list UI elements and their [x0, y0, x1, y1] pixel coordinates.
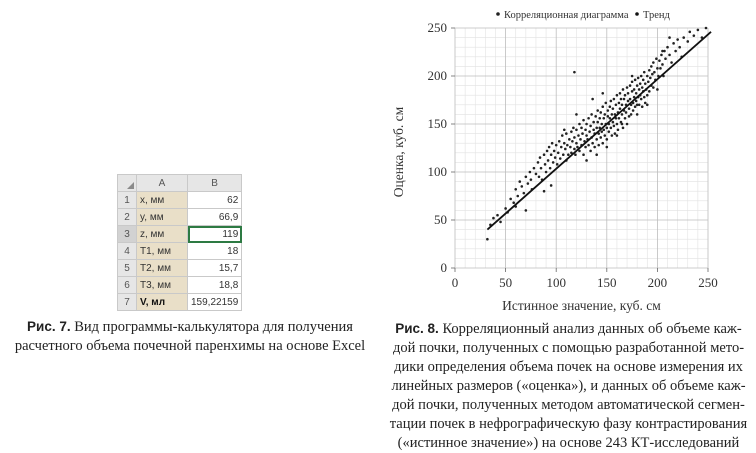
scatter-point	[570, 130, 573, 133]
scatter-point	[641, 105, 644, 108]
scatter-point	[599, 136, 602, 139]
scatter-point	[545, 171, 548, 174]
y-tick-label: 100	[427, 164, 447, 179]
scatter-point	[647, 80, 650, 83]
scatter-point	[554, 156, 557, 159]
y-tick-label: 150	[427, 116, 447, 131]
scatter-point	[676, 38, 679, 41]
scatter-point	[492, 217, 495, 220]
scatter-point	[651, 73, 654, 76]
scatter-point	[585, 159, 588, 162]
legend-label-points: Корреляционная диаграмма	[504, 10, 629, 21]
scatter-point	[569, 146, 572, 149]
scatter-point	[580, 127, 583, 130]
scatter-point	[674, 50, 677, 53]
scatter-point	[616, 123, 619, 126]
scatter-point	[549, 167, 552, 170]
scatter-point	[557, 152, 560, 155]
scatter-point	[668, 54, 671, 57]
scatter-point	[641, 86, 644, 89]
scatter-point	[642, 79, 645, 82]
scatter-point	[624, 117, 627, 120]
scatter-point	[581, 132, 584, 135]
scatter-point	[612, 107, 615, 110]
scatter-point	[643, 96, 646, 99]
scatter-point	[575, 113, 578, 116]
x-tick-label: 50	[499, 275, 513, 290]
scatter-point	[705, 27, 708, 30]
scatter-point	[564, 148, 567, 151]
scatter-point	[660, 54, 663, 57]
scatter-point	[556, 163, 559, 166]
scatter-point	[627, 92, 630, 95]
scatter-point	[603, 113, 606, 116]
scatter-point	[697, 29, 700, 32]
row-header[interactable]: 1	[118, 192, 137, 209]
scatter-point	[571, 140, 574, 143]
scatter-point	[634, 79, 637, 82]
scatter-point	[529, 171, 532, 174]
table-row	[118, 209, 242, 226]
caption-line: дой почки, полученных методом автоматической сегмен-	[392, 397, 745, 413]
scatter-point	[609, 105, 612, 108]
scatter-point	[499, 221, 502, 224]
cell-label[interactable]: y, мм	[137, 209, 188, 226]
scatter-point	[614, 132, 617, 135]
scatter-point	[520, 185, 523, 188]
scatter-point	[573, 148, 576, 151]
scatter-point	[633, 88, 636, 91]
scatter-point	[629, 98, 632, 101]
scatter-point	[612, 121, 615, 124]
scatter-point	[599, 111, 602, 114]
scatter-point	[595, 138, 598, 141]
scatter-point	[661, 63, 664, 66]
scatter-point	[670, 61, 673, 64]
scatter-point	[649, 77, 652, 80]
figure-7-caption	[0, 317, 380, 356]
scatter-point	[637, 77, 640, 80]
scatter-point	[603, 134, 606, 137]
scatter-point	[601, 92, 604, 95]
scatter-point	[626, 123, 629, 126]
scatter-point	[563, 128, 566, 131]
scatter-point	[640, 98, 643, 101]
scatter-point	[559, 157, 562, 160]
table-row	[118, 277, 242, 294]
scatter-point	[618, 117, 621, 120]
scatter-point	[595, 127, 598, 130]
figure-7-label: Рис. 7.	[27, 319, 71, 334]
scatter-point	[573, 71, 576, 74]
scatter-point	[543, 153, 546, 156]
cell-value[interactable]: 66,9	[188, 209, 242, 226]
scatter-point	[577, 134, 580, 137]
plot-area	[455, 28, 708, 268]
scatter-point	[610, 127, 613, 130]
scatter-point	[609, 117, 612, 120]
row-header[interactable]: 4	[118, 243, 137, 260]
scatter-point	[600, 123, 603, 126]
scatter-point	[558, 140, 561, 143]
scatter-point	[592, 121, 595, 124]
scatter-point	[656, 88, 659, 91]
scatter-point	[514, 188, 517, 191]
scatter-point	[550, 153, 553, 156]
scatter-point	[587, 117, 590, 120]
scatter-point	[659, 67, 662, 70]
scatter-point	[631, 80, 634, 83]
legend-label-trend: Тренд	[643, 10, 670, 21]
scatter-point	[566, 144, 569, 147]
scatter-point	[608, 130, 611, 133]
row-header[interactable]: 6	[118, 277, 137, 294]
caption-line: Корреляционный анализ данных об объеме каж-	[442, 321, 742, 337]
cell-value[interactable]: 62	[188, 192, 242, 209]
scatter-point	[568, 138, 571, 141]
scatter-point	[621, 104, 624, 107]
scatter-point	[567, 153, 570, 156]
grid-minor	[455, 28, 708, 268]
scatter-point	[636, 84, 639, 87]
scatter-point	[627, 100, 630, 103]
scatter-point	[546, 150, 549, 153]
scatter-point	[509, 198, 512, 201]
scatter-point	[543, 190, 546, 193]
legend-marker-trend	[635, 12, 639, 16]
select-all-corner[interactable]	[118, 175, 137, 192]
scatter-point	[518, 180, 521, 183]
scatter-point	[496, 214, 499, 217]
scatter-point	[592, 128, 595, 131]
scatter-point	[625, 111, 628, 114]
legend-marker-points	[496, 12, 500, 16]
scatter-point	[606, 138, 609, 141]
scatter-point	[486, 238, 489, 241]
scatter-point	[587, 144, 590, 147]
scatter-point	[561, 134, 564, 137]
row-header[interactable]: 2	[118, 209, 137, 226]
scatter-point	[576, 146, 579, 149]
scatter-point	[582, 153, 585, 156]
scatter-point	[638, 88, 641, 91]
scatter-point	[672, 42, 675, 45]
scatter-point	[540, 167, 543, 170]
scatter-point	[655, 57, 658, 60]
scatter-point	[658, 59, 661, 62]
column-header-b[interactable]: B	[188, 175, 242, 192]
figure-8-caption	[381, 319, 756, 453]
scatter-point	[553, 150, 556, 153]
y-tick-label: 50	[434, 212, 447, 227]
scatter-point	[616, 94, 619, 97]
scatter-point	[652, 61, 655, 64]
scatter-point	[598, 117, 601, 120]
scatter-point	[615, 104, 618, 107]
scatter-point	[644, 82, 647, 85]
scatter-point	[584, 146, 587, 149]
scatter-point	[551, 142, 554, 145]
scatter-point	[594, 115, 597, 118]
scatter-point	[544, 163, 547, 166]
scatter-point	[530, 178, 533, 181]
column-header-row	[118, 175, 242, 192]
caption-line: («истинное значение») на основе 243 КТ-исследований	[397, 435, 740, 451]
scatter-point	[550, 184, 553, 187]
caption-line: расчетного объема почечной паренхимы на основе Excel	[14, 338, 366, 354]
scatter-point	[611, 113, 614, 116]
scatter-point	[643, 71, 646, 74]
caption-line: дики определения объема почек на основе измерения их	[394, 359, 743, 375]
scatter-point	[578, 123, 581, 126]
scatter-point	[547, 159, 550, 162]
scatter-point	[533, 167, 536, 170]
scatter-point	[622, 127, 625, 130]
scatter-point	[610, 100, 613, 103]
scatter-point	[635, 92, 638, 95]
x-tick-label: 150	[597, 275, 617, 290]
scatter-point	[575, 142, 578, 145]
scatter-point	[631, 75, 634, 78]
scatter-point	[646, 94, 649, 97]
scatter-point	[618, 102, 621, 105]
scatter-point	[626, 86, 629, 89]
scatter-point	[525, 176, 528, 179]
scatter-point	[563, 142, 566, 145]
table-row	[118, 294, 242, 311]
scatter-point	[585, 134, 588, 137]
scatter-point	[537, 161, 540, 164]
scatter-point	[525, 209, 528, 212]
cell-value[interactable]: 159,22159	[188, 294, 242, 311]
scatter-point	[573, 136, 576, 139]
scatter-point	[565, 132, 568, 135]
scatter-point	[624, 94, 627, 97]
scatter-point	[552, 161, 555, 164]
chart-legend	[496, 10, 670, 21]
scatter-point	[611, 134, 614, 137]
scatter-point	[693, 34, 696, 37]
x-tick-label: 200	[647, 275, 668, 290]
x-tick-label: 100	[546, 275, 566, 290]
scatter-point	[639, 82, 642, 85]
scatter-point	[622, 88, 625, 91]
scatter-point	[606, 146, 609, 149]
scatter-point	[652, 86, 655, 89]
x-axis-title: Истинное значение, куб. см	[502, 298, 661, 313]
scatter-point	[585, 123, 588, 126]
scatter-point	[653, 71, 656, 74]
scatter-point	[595, 153, 598, 156]
scatter-point	[602, 117, 605, 120]
scatter-point	[606, 127, 609, 130]
table-row	[118, 260, 242, 277]
cell-label[interactable]: T2, мм	[137, 260, 188, 277]
scatter-point	[574, 153, 577, 156]
scatter-point	[636, 104, 639, 107]
scatter-point	[668, 36, 671, 39]
cell-value[interactable]: 18,8	[188, 277, 242, 294]
scatter-point	[646, 75, 649, 78]
scatter-point	[634, 105, 637, 108]
scatter-point	[589, 125, 592, 128]
cell-label[interactable]: x, мм	[137, 192, 188, 209]
scatter-point	[607, 115, 610, 118]
scatter-point	[600, 130, 603, 133]
caption-line: тации почек в нефрографическую фазу контрастирования	[389, 416, 748, 432]
y-tick-label: 250	[427, 20, 447, 35]
table-row	[118, 226, 242, 243]
scatter-point	[607, 109, 610, 112]
scatter-point	[628, 115, 631, 118]
scatter-point	[613, 98, 616, 101]
caption-line: Вид программы-калькулятора для получения	[74, 319, 353, 335]
scatter-point	[579, 138, 582, 141]
scatter-point	[575, 128, 578, 131]
scatter-point	[650, 65, 653, 68]
scatter-point	[686, 40, 689, 43]
scatter-point	[555, 144, 558, 147]
figure-8-label: Рис. 8.	[395, 321, 439, 336]
scatter-point	[631, 90, 634, 93]
scatter-point	[601, 105, 604, 108]
scatter-point	[629, 84, 632, 87]
cell-value[interactable]: 15,7	[188, 260, 242, 277]
excel-sheet	[117, 174, 242, 311]
scatter-point	[621, 113, 624, 116]
cell-label[interactable]: T1, мм	[137, 243, 188, 260]
correlation-chart	[380, 0, 756, 316]
caption-line: дой почки, полученных с помощью разработанной мето-	[392, 340, 745, 356]
scatter-point	[582, 119, 585, 122]
table-row	[118, 192, 242, 209]
scatter-point	[664, 57, 667, 60]
scatter-point	[616, 134, 619, 137]
scatter-point	[596, 109, 599, 112]
scatter-point	[512, 201, 515, 204]
cell-label[interactable]: V, мл	[137, 294, 188, 311]
scatter-point	[617, 128, 620, 131]
scatter-point	[648, 90, 651, 93]
scatter-point	[589, 150, 592, 153]
scatter-point	[538, 176, 541, 179]
scatter-point	[562, 153, 565, 156]
row-header[interactable]: 7	[118, 294, 137, 311]
scatter-point	[619, 107, 622, 110]
scatter-point	[535, 173, 538, 176]
scatter-point	[623, 98, 626, 101]
row-header[interactable]: 3	[118, 226, 137, 243]
scatter-point	[656, 67, 659, 70]
scatter-point	[678, 46, 681, 49]
scatter-point	[591, 98, 594, 101]
scatter-point	[621, 123, 624, 126]
y-tick-label: 200	[427, 68, 447, 83]
y-tick-label: 0	[440, 260, 447, 275]
table-row	[118, 243, 242, 260]
scatter-point	[504, 207, 507, 210]
scatter-point	[539, 156, 542, 159]
scatter-point	[640, 75, 643, 78]
column-header-a[interactable]: A	[137, 175, 188, 192]
scatter-point	[661, 50, 664, 53]
scatter-point	[572, 127, 575, 130]
scatter-point	[632, 109, 635, 112]
scatter-point	[584, 128, 587, 131]
scatter-point	[593, 146, 596, 149]
row-header[interactable]: 5	[118, 260, 137, 277]
scatter-point	[591, 142, 594, 145]
scatter-point	[597, 144, 600, 147]
scatter-point	[548, 146, 551, 149]
caption-line: линейных размеров («оценка»), и данных об объеме каж-	[391, 378, 746, 394]
active-cell[interactable]: 119	[188, 226, 242, 243]
scatter-point	[619, 92, 622, 95]
cell-label[interactable]: T3, мм	[137, 277, 188, 294]
scatter-point	[682, 36, 685, 39]
scatter-point	[666, 46, 669, 49]
scatter-point	[644, 102, 647, 105]
cell-value[interactable]: 18	[188, 243, 242, 260]
scatter-point	[560, 146, 563, 149]
scatter-point	[688, 31, 691, 34]
scatter-point	[602, 128, 605, 131]
scatter-point	[648, 69, 651, 72]
scatter-point	[588, 130, 591, 133]
scatter-point	[630, 113, 633, 116]
scatter-point	[516, 195, 519, 198]
scatter-point	[527, 182, 530, 185]
x-tick-label: 250	[698, 275, 718, 290]
scatter-point	[596, 121, 599, 124]
scatter-point	[590, 113, 593, 116]
y-axis-title: Оценка, куб. см	[391, 106, 406, 198]
scatter-point	[646, 104, 649, 107]
scatter-point	[601, 142, 604, 145]
scatter-point	[613, 125, 616, 128]
scatter-point	[620, 98, 623, 101]
scatter-point	[523, 192, 526, 195]
scatter-point	[604, 102, 607, 105]
cell-label[interactable]: z, мм	[137, 226, 188, 243]
scatter-point	[628, 107, 631, 110]
x-tick-label: 0	[451, 275, 459, 290]
scatter-point	[636, 113, 639, 116]
